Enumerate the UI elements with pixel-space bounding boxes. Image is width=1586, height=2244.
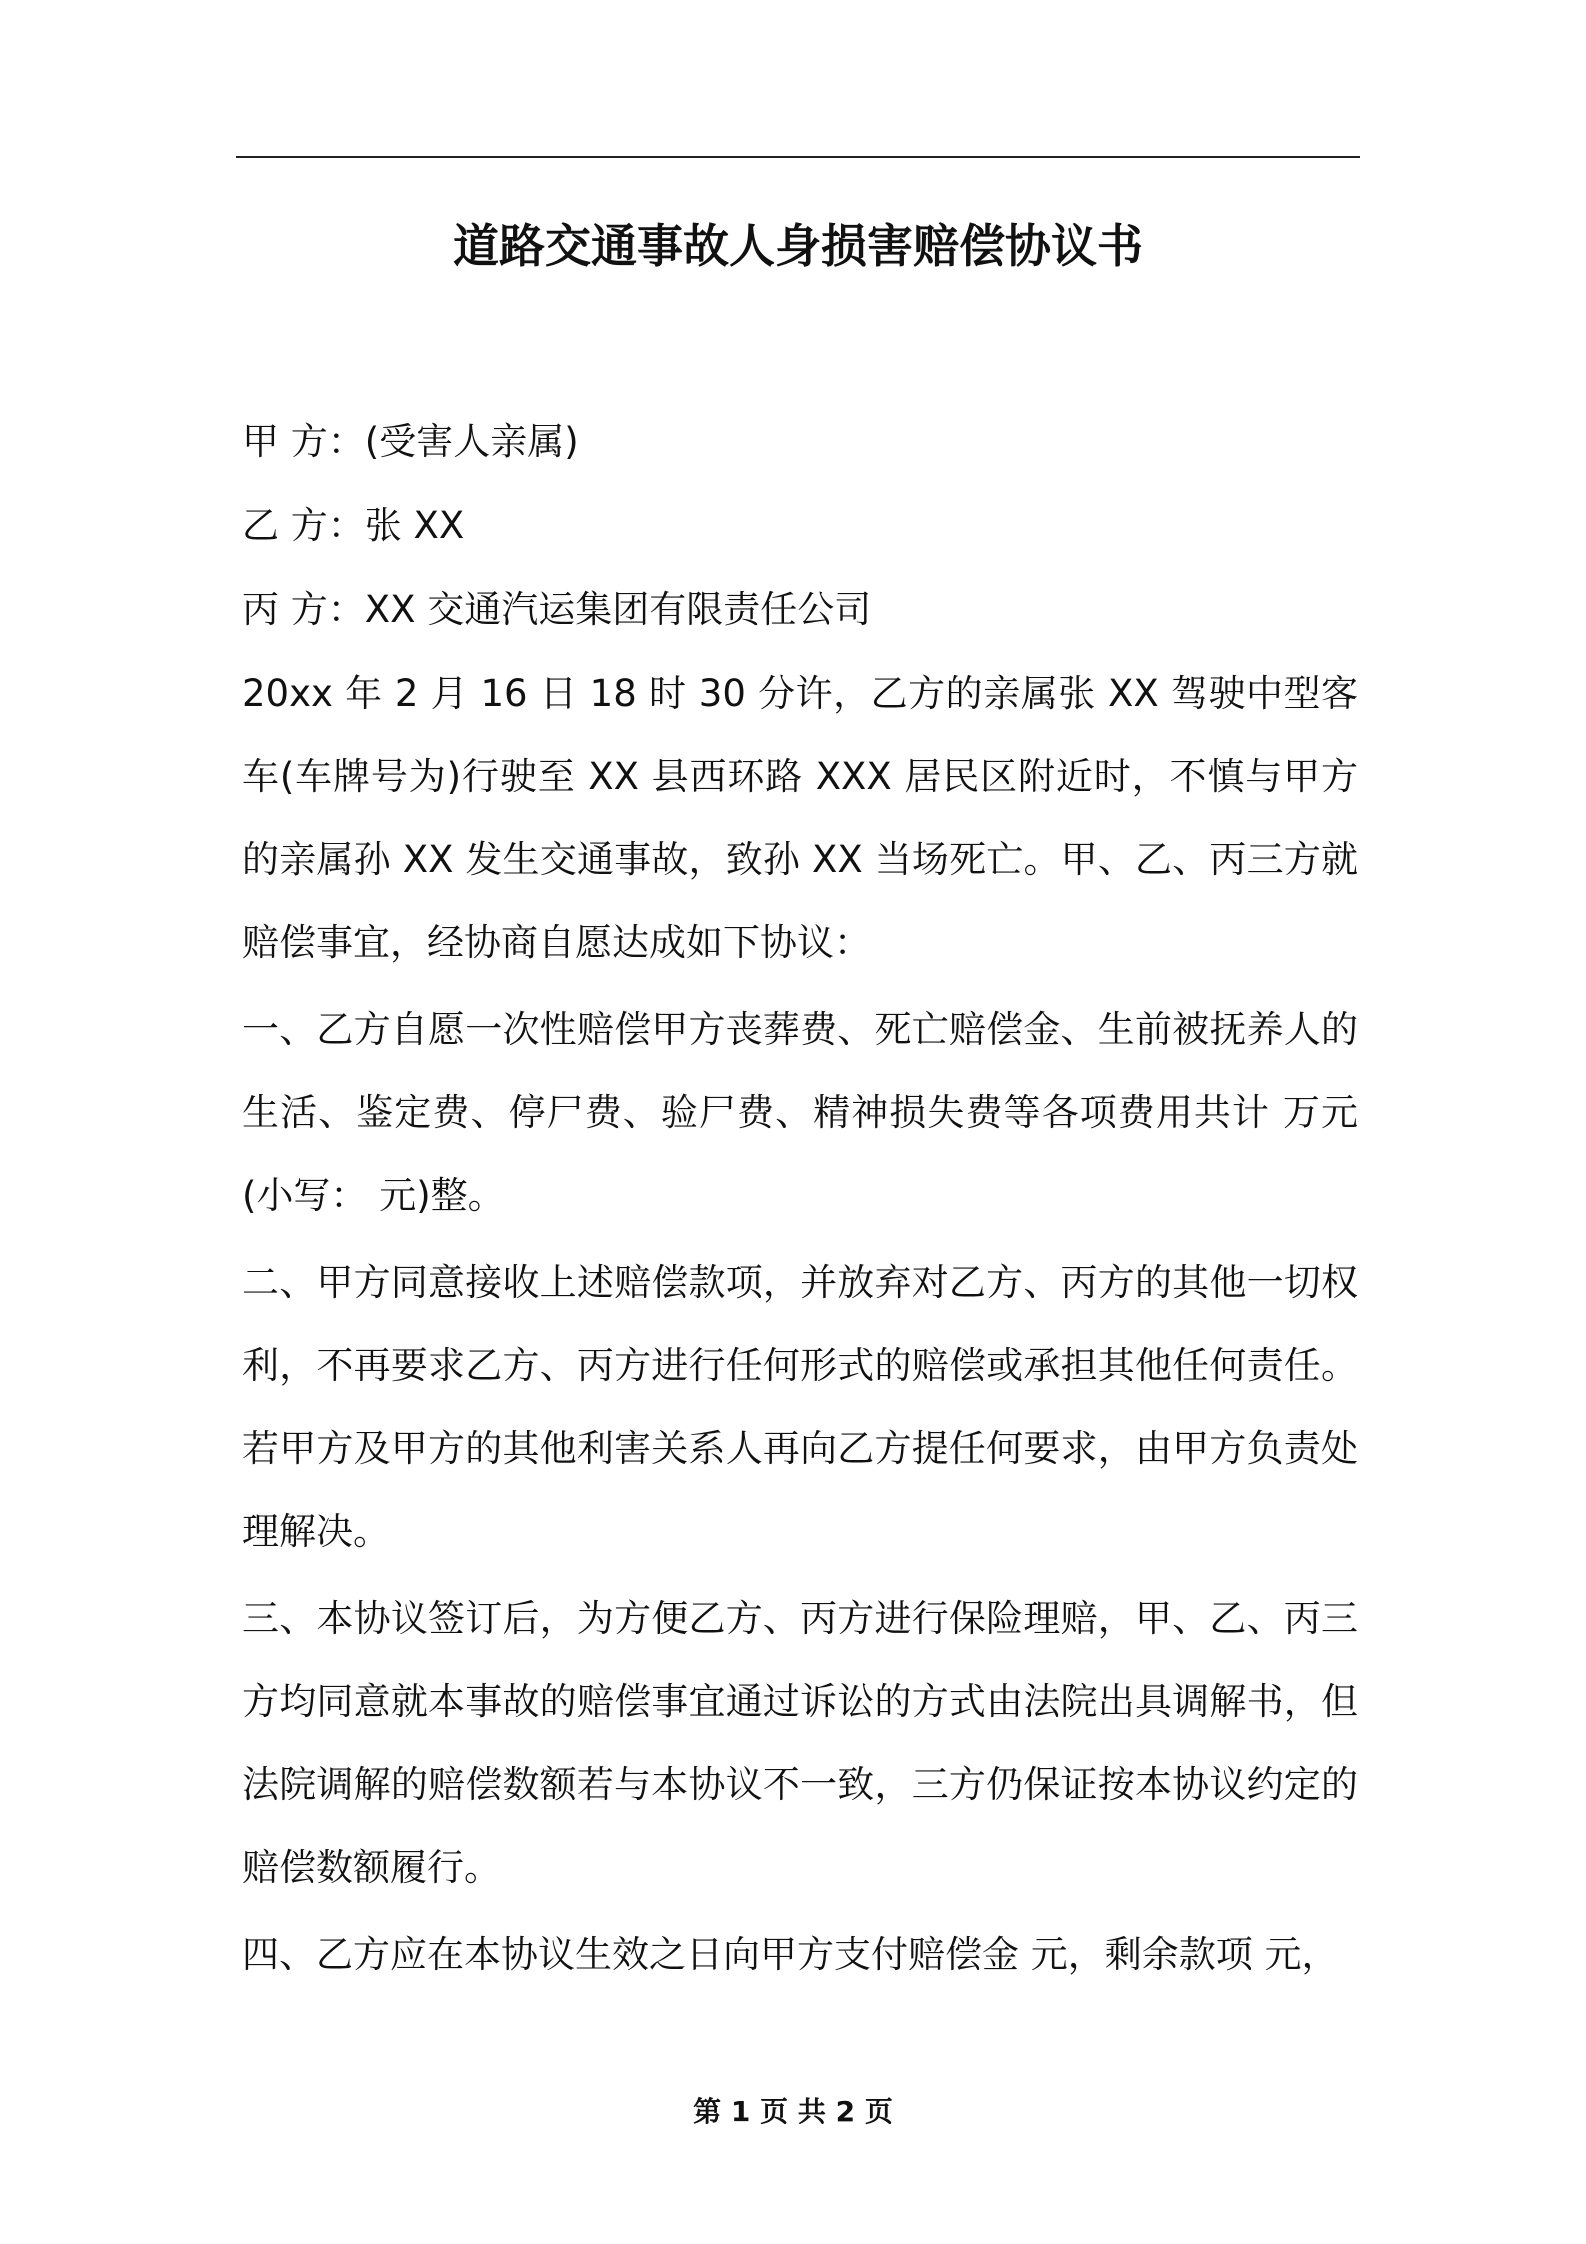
page-number: 第 1 页 共 2 页 xyxy=(693,2095,893,2128)
paragraph-incident: 20xx 年 2 月 16 日 18 时 30 分许，乙方的亲属张 XX 驾驶中型客车(车牌号为)行驶至 XX 县西环路 XXX 居民区附近时，不慎与甲方的亲属孙 XX 发生交通事故，致孙 XX 当场死亡。甲、乙、丙三方就赔偿事宜，经协商自愿达成如下协议： xyxy=(242,672,1358,964)
party-a: 甲 方：(受害人亲属) xyxy=(242,420,579,463)
party-b: 乙 方：张 XX xyxy=(242,504,465,547)
party-c: 丙 方：XX 交通汽运集团有限责任公司 xyxy=(242,588,872,631)
paragraph-clause-4: 四、乙方应在本协议生效之日向甲方支付赔偿金 元，剩余款项 元， xyxy=(242,1933,1339,1976)
paragraph-clause-2: 二、甲方同意接收上述赔偿款项，并放弃对乙方、丙方的其他一切权利，不再要求乙方、丙方进行任何形式的赔偿或承担其他任何责任。若甲方及甲方的其他利害关系人再向乙方提任何要求，由甲方负责处理解决。 xyxy=(242,1261,1358,1553)
document-title: 道路交通事故人身损害赔偿协议书 xyxy=(453,219,1143,273)
paragraph-clause-3: 三、本协议签订后，为方便乙方、丙方进行保险理赔，甲、乙、丙三方均同意就本事故的赔偿事宜通过诉讼的方式由法院出具调解书，但法院调解的赔偿数额若与本协议不一致，三方仍保证按本协议约定的赔偿数额履行。 xyxy=(242,1597,1358,1889)
document-body xyxy=(242,400,1358,1996)
paragraph-clause-1: 一、乙方自愿一次性赔偿甲方丧葬费、死亡赔偿金、生前被抚养人的生活、鉴定费、停尸费、验尸费、精神损失费等各项费用共计 万元(小写： 元)整。 xyxy=(242,1008,1358,1217)
header-rule xyxy=(236,156,1360,158)
